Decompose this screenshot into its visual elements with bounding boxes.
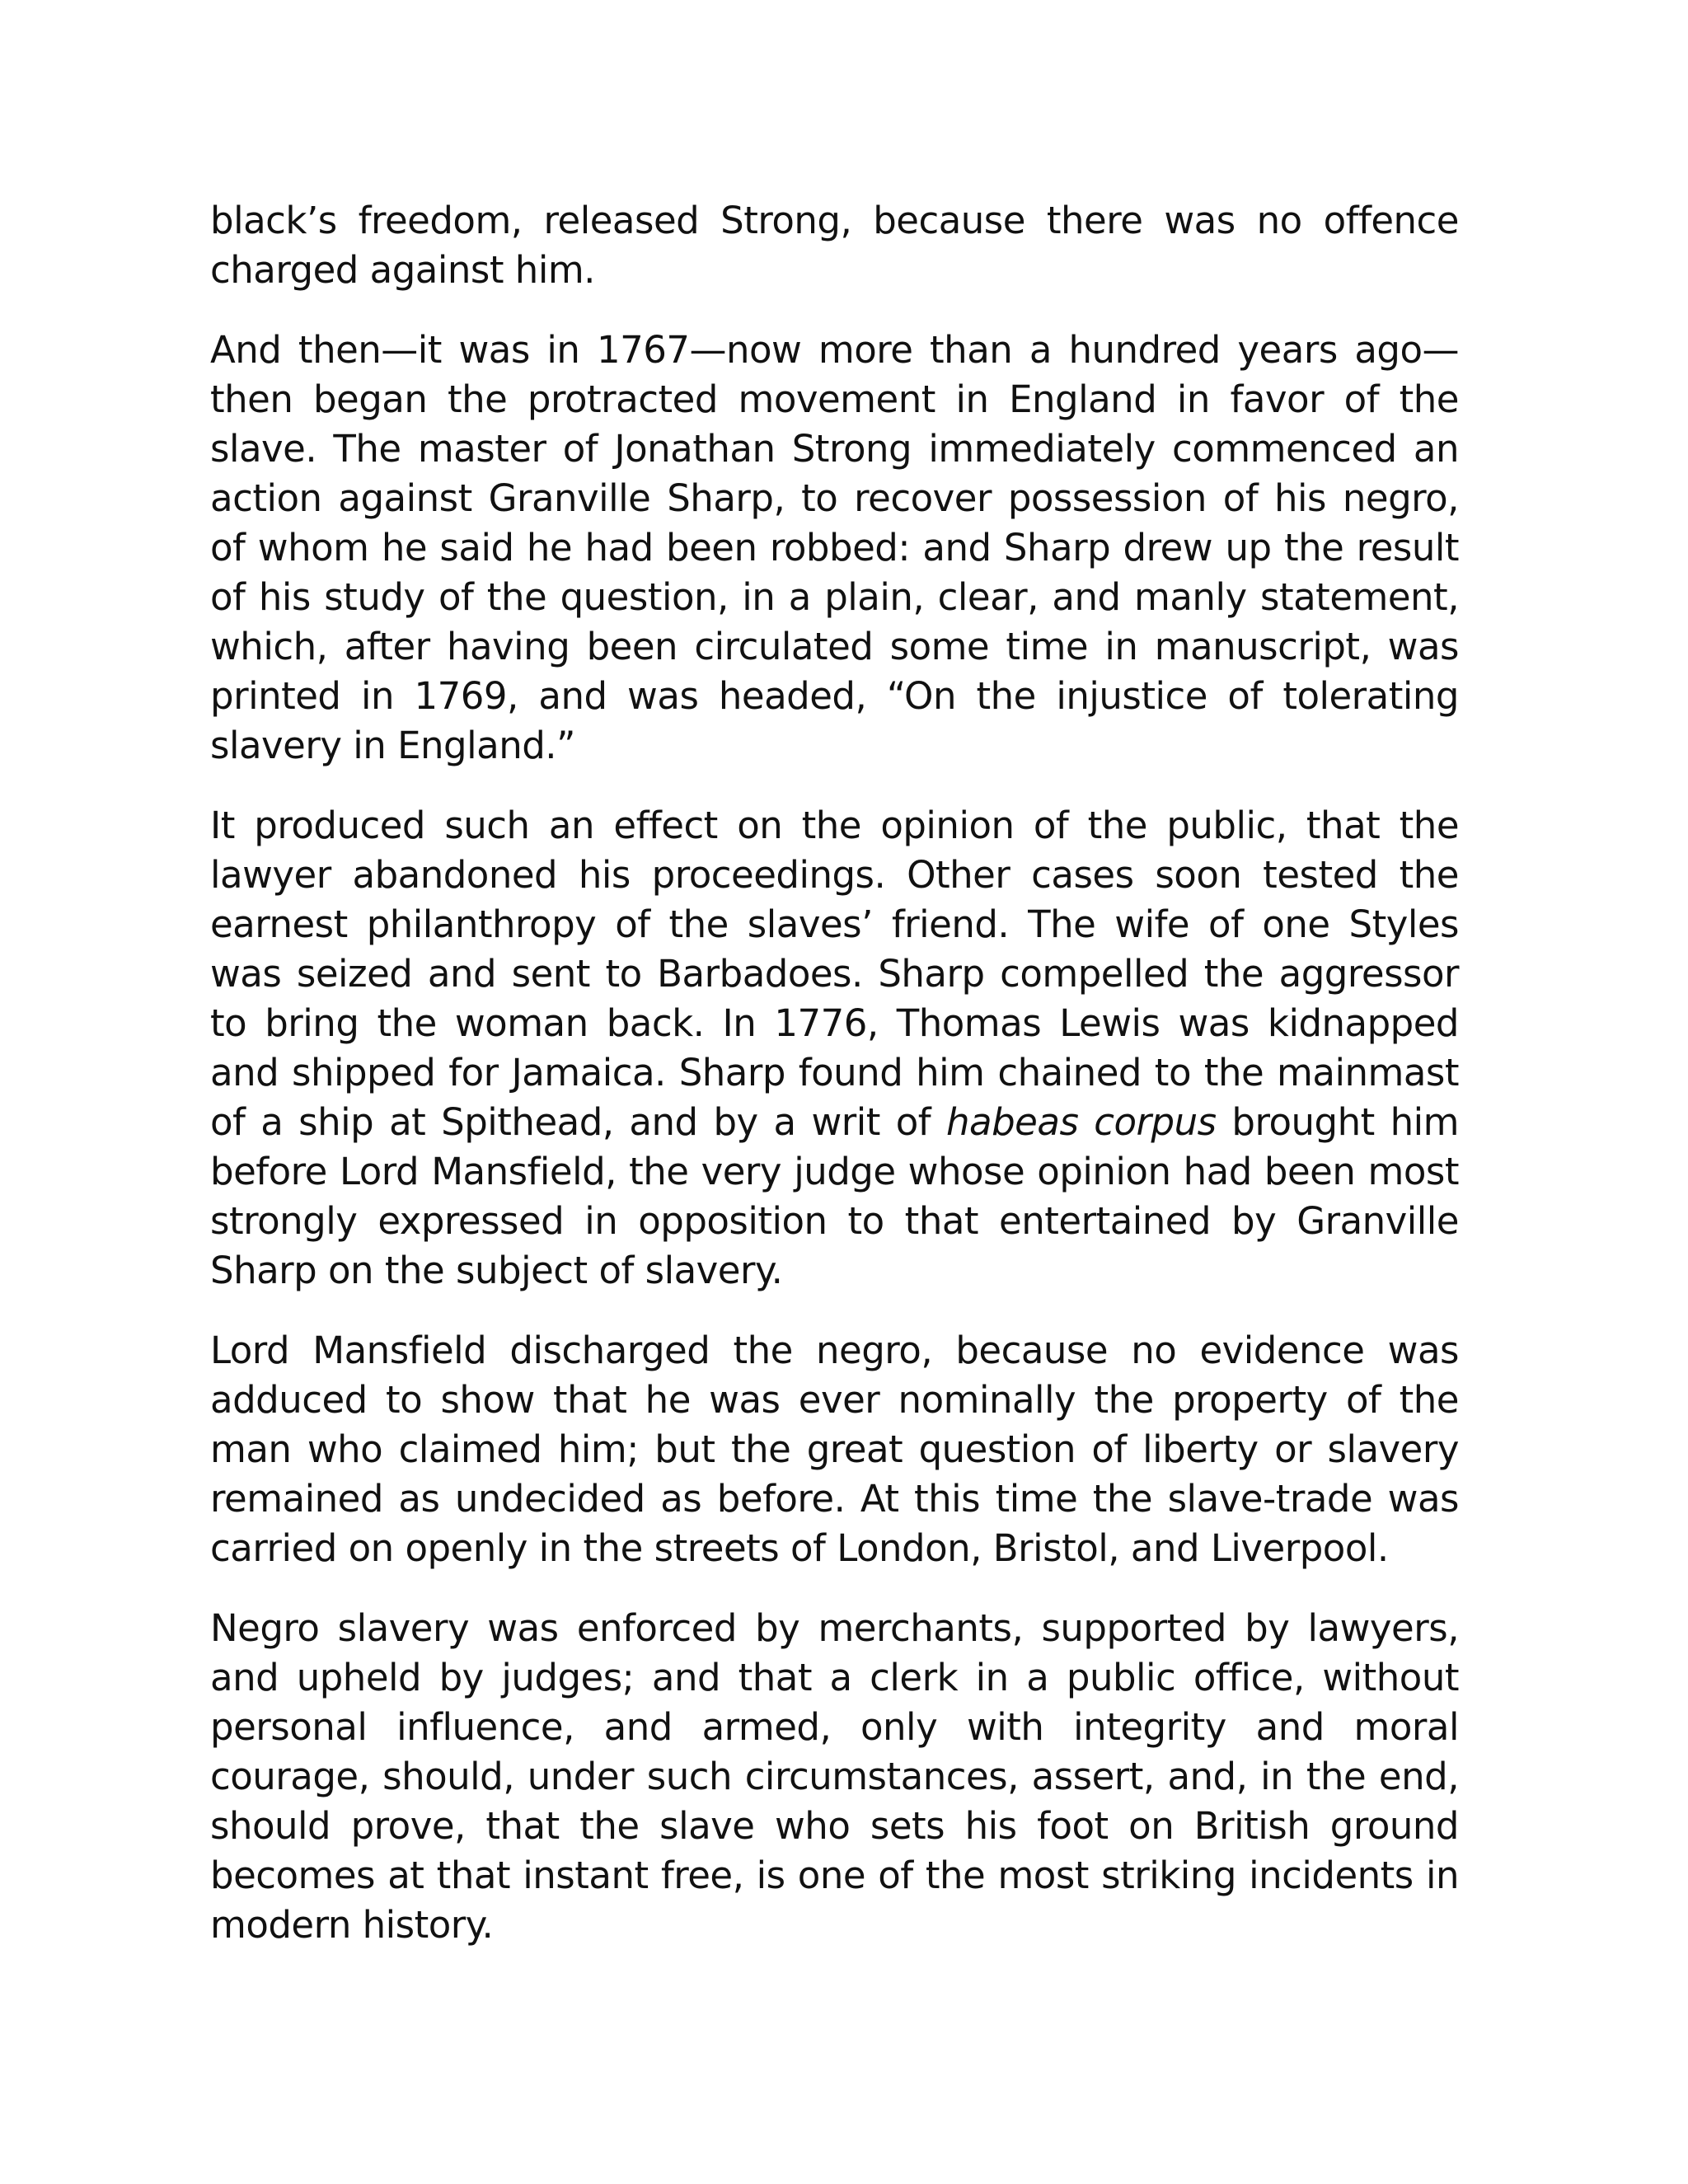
italic-term-habeas-corpus: habeas corpus — [946, 1100, 1217, 1144]
paragraph-text: And then—it was in 1767—now more than a hundred years ago—then began the protracted movement in England in favor of the slave. The master of Jonathan Strong immediately commenced an action against Granville Sharp, to recover possession of his negro, of whom he said he had been robbed: and Sharp drew up the result of his study of the question, in a plain, clear, and manly statement, which, after having been circulated some time in manuscript, was printed in 1769, and was headed, “On the injustice of tolerating slavery in England.” — [210, 328, 1459, 767]
paragraph-text: black’s freedom, released Strong, because there was no offence charged against him. — [210, 199, 1459, 292]
paragraph-1 — [210, 196, 1459, 295]
paragraph-3 — [210, 801, 1459, 1296]
paragraph-text: Lord Mansfield discharged the negro, because no evidence was adduced to show that he was ever nominally the property of the man who claimed him; but the great question of liberty or slavery remained as undecided as before. At this time the slave-trade was carried on openly in the streets of London, Bristol, and Liverpool. — [210, 1329, 1459, 1570]
paragraph-5 — [210, 1604, 1459, 1950]
paragraph-2 — [210, 326, 1459, 771]
paragraph-4 — [210, 1326, 1459, 1573]
paragraph-text: Negro slavery was enforced by merchants, supported by lawyers, and upheld by judges; and that a clerk in a public office, without personal influence, and armed, only with integrity and moral courage, should, under such circumstances, assert, and, in the end, should prove, that the slave who sets his foot on British ground becomes at that instant free, is one of the most striking incidents in modern history. — [210, 1606, 1459, 1947]
document-page — [210, 196, 1459, 1950]
paragraph-text-after-italic: brought him before Lord Mansfield, the very judge whose opinion had been most strongly expressed in opposition to that entertained by Granville Sharp on the subject of slavery. — [210, 1100, 1460, 1292]
paragraph-text-before-italic: It produced such an effect on the opinion of the public, that the lawyer abandoned his proceedings. Other cases soon tested the earnest philanthropy of the slaves’ friend. The wife of one Styles was seized and sent to Barbadoes. Sharp compelled the aggressor to bring the woman back. In 1776, Thomas Lewis was kidnapped and shipped for Jamaica. Sharp found him chained to the mainmast of a ship at Spithead, and by a writ of — [210, 804, 1459, 1144]
